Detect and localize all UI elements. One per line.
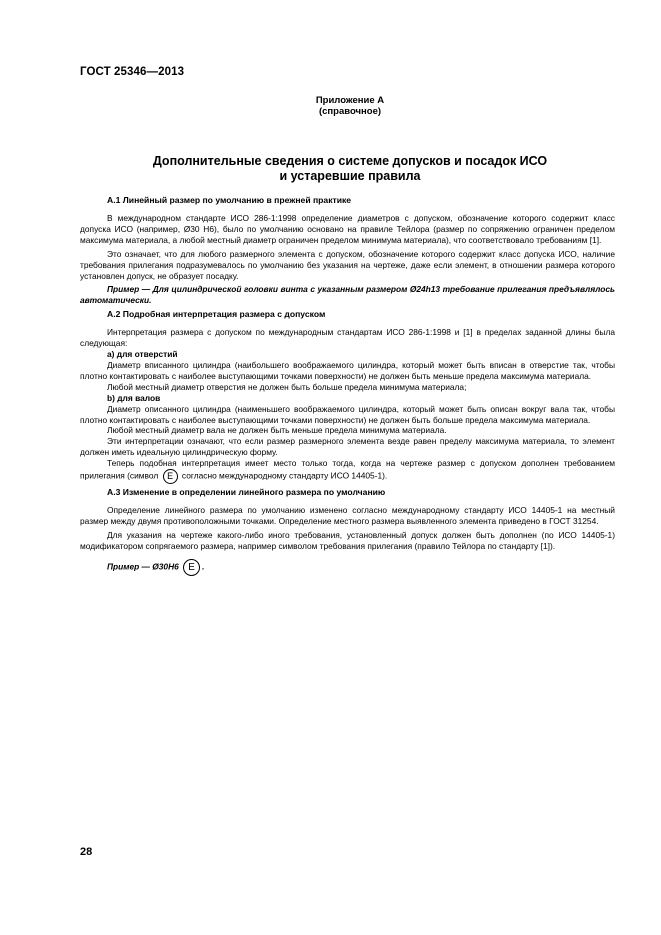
section-a2-heading: А.2 Подробная интерпретация размера с допуском [107,309,326,320]
section-a3-example-text: Пример — Ø30Н6 [107,561,179,572]
section-a2-text: Теперь подобная интерпретация имеет место только тогда, когда на чертеже размер с допуском дополнен требованием прилегания (символ [80,458,615,481]
section-a1-paragraph: Это означает, что для любого размерного элемента с допуском, обозначение которого содержит класс допуска ИСО, наличие требования прилегания подразумевалось по умолчанию без указания на чертеже, даже если элемент, в отношении размера которого установлен допуск, не образует посадку. [80,248,615,281]
section-a3-example-end: . [202,561,205,572]
section-a3-heading: А.3 Изменение в определении линейного размера по умолчанию [107,487,386,498]
section-a2-subheading-holes: а) для отверстий [107,349,178,360]
page-title-line1: Дополнительные сведения о системе допусков и посадок ИСО [152,154,548,168]
section-a2-paragraph: Интерпретация размера с допуском по международным стандартам ИСО 286-1:1998 и [1] в пределах заданной длины была следующая: [80,327,615,349]
section-a1-paragraph: В международном стандарте ИСО 286-1:1998 определение диаметров с допуском, обозначение которого содержит класс допуска ИСО (например, Ø30 Н6), было по умолчанию основано на правиле Тейлора (размер по сопряжению ограничен пределом максимума материала, а любой местный диаметр ограничен пределом минимума материала), что соответствовало требованиям [1]. [80,213,615,245]
section-a2-paragraph: Эти интерпретации означают, что если размер размерного элемента везде равен пределу максимума материала, то элемент должен иметь идеальную цилиндрическую форму. [80,436,615,458]
appendix-type: (справочное) [318,106,382,117]
document-header: ГОСТ 25346—2013 [80,66,185,78]
section-a2-paragraph: Диаметр описанного цилиндра (наименьшего воображаемого цилиндра, который может быть описан вокруг вала так, чтобы плотно контактировать с наиболее выступающими точками поверхности) не должен быть больше предела максимума материала. [80,403,615,425]
section-a3-example [80,559,615,576]
section-a2-paragraph: Любой местный диаметр отверстия не должен быть больше предела минимума материала; [107,381,467,392]
section-a3-paragraph: Определение линейного размера по умолчанию изменено согласно международному стандарту ИСО 14405-1 на местный размер между двумя противоположными точками. Определение местного размера выявленного элемента приведено в ГОСТ 31254. [80,505,615,526]
envelope-symbol-icon: E [163,469,178,484]
appendix-title: Приложение А [315,95,385,106]
section-a2-paragraph [80,458,615,484]
section-a1-heading: А.1 Линейный размер по умолчанию в прежней практике [107,195,352,205]
section-a2-paragraph: Диаметр вписанного цилиндра (наибольшего воображаемого цилиндра, который может быть вписан в отверстие так, чтобы плотно контактировать с наиболее выступающими точками поверхности) не должен быть меньше предела максимума материала. [80,359,615,381]
section-a1-example: Пример — Для цилиндрической головки винта с указанным размером Ø24h13 требование прилегания предъявлялось автоматически. [80,284,615,306]
document-body [80,195,615,576]
page-number: 28 [80,846,93,858]
envelope-symbol-icon: E [183,559,200,576]
appendix-label [80,95,620,117]
section-a3-paragraph: Для указания на чертеже какого-либо иного требования, установленный допуск должен быть дополнен (по ИСО 14405-1) модификатором сопрягаемого размера, например символом требования прилегания (правило Тейлора по стандарту [1]). [80,529,615,551]
section-a2-subheading-shafts: b) для валов [107,392,161,403]
page-title-line2: и устаревшие правила [279,169,421,183]
section-a2-paragraph: Любой местный диаметр вала не должен быть меньше предела минимума материала. [107,425,447,436]
section-a2-text: согласно международному стандарту ИСО 14405-1). [181,470,388,481]
page-title [80,154,620,184]
